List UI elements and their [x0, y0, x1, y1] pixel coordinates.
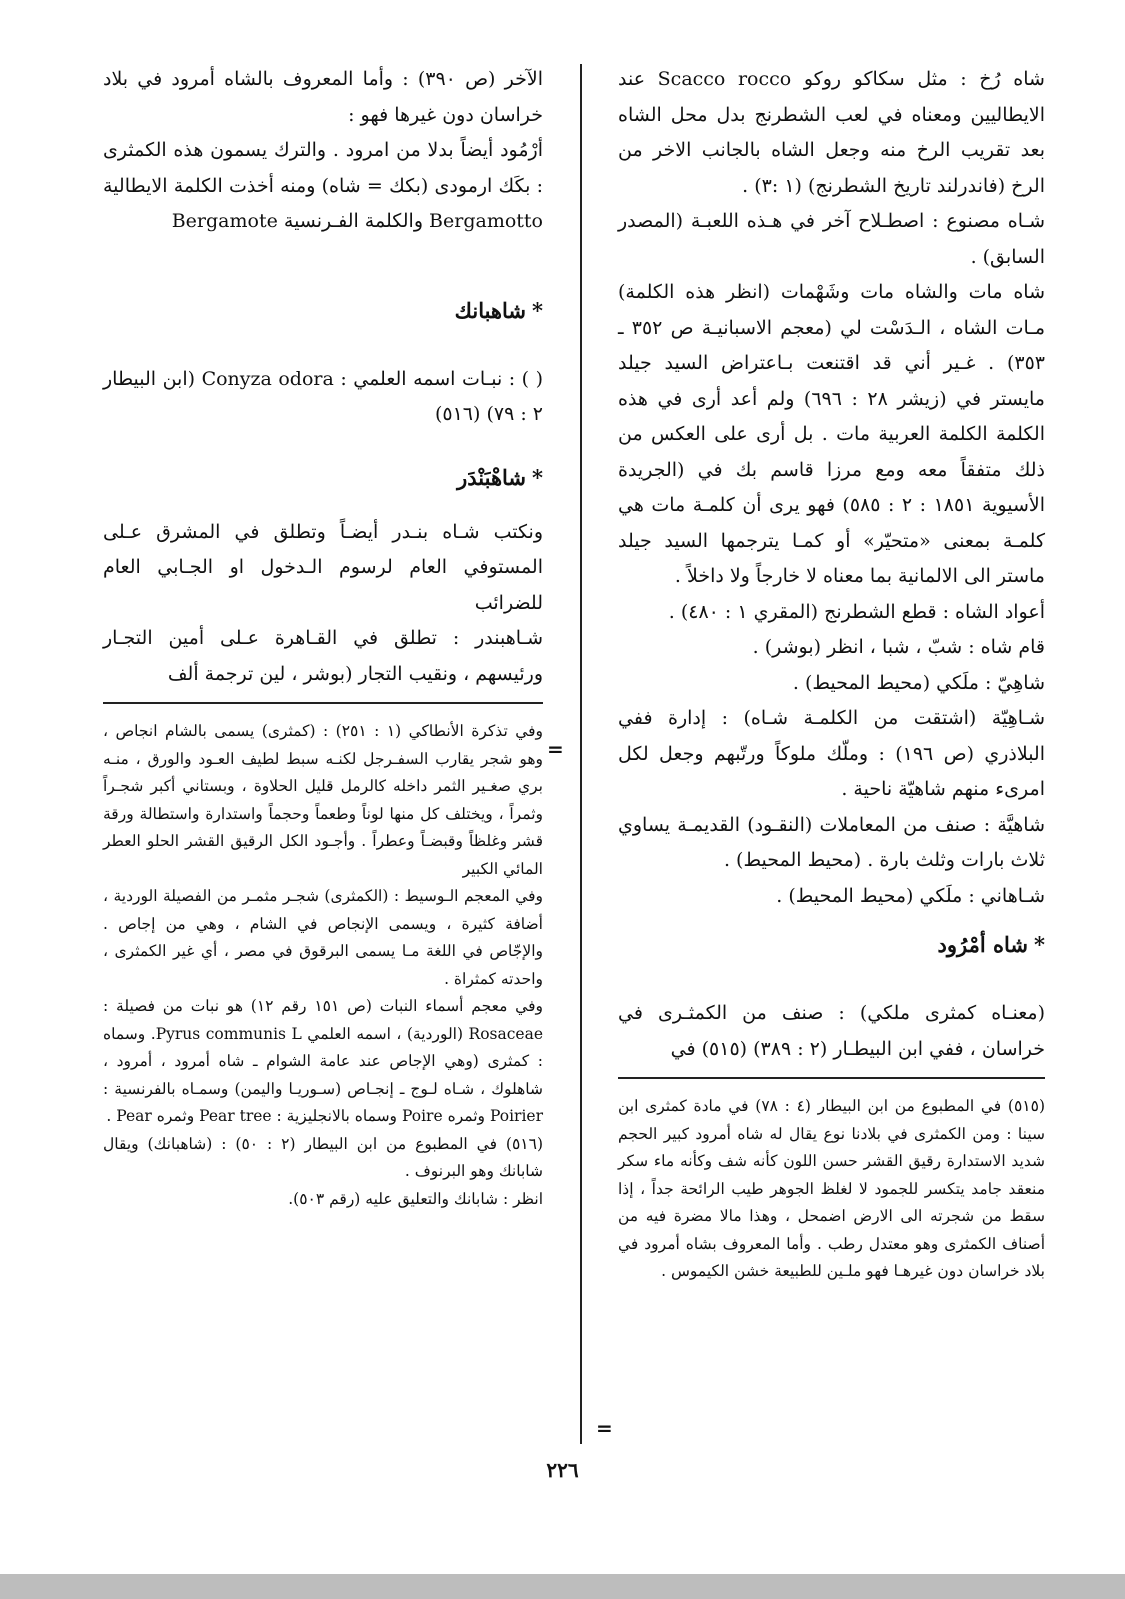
heading-star: * — [532, 297, 543, 323]
left-column — [103, 62, 543, 1213]
footnote-antaki: وفي تذكرة الأنطاكي (١ : ٢٥١) : (كمثرى) يسمى بالشام انجاص ، وهو شجر يقارب السفـرجل لكنـه سبط لطيف العـود والورق ، منـه بري صغـير الثمر داخله كالرمل قليل الحلاوة ، وبستاني أكبر شجـراً وثمراً ، ويختلف كل منها لوناً وطعماً وحجماً واستدارة واستطالة ورقة قشر وغلظاً وقبضـاً وعطراً . وأجـود الكل الرقيق القشر الحلو العطر المائي الكبير — [103, 722, 544, 878]
entry-shahbandar-cairo: شـاهبندر : تطلق في القـاهرة عـلى أمين التجـار ورئيسهم ، ونقيب التجار (بوشر ، لين ترجمة ألف — [103, 627, 543, 685]
footnote-divider — [103, 702, 543, 704]
right-column — [618, 62, 1045, 1286]
heading-shahbandar — [103, 461, 543, 495]
page-number: ٢٢٦ — [546, 1458, 579, 1482]
left-footnotes — [103, 718, 543, 1213]
entry-shah-mat: شاه مات والشاه مات وشَهْمات (انظر هذه الكلمة) مـات الشاه ، الـدَسْت لي (معجم الاسبانيـة ص ٣٥٢ ـ ٣٥٣) . غـير أني قد اقتنعت بـاعتراض السيد جيلد مايستر في (زيشر ٢٨ : ٦٩٦) ولم أعد أرى في هذه الكلمة الكلمة العربية مات . بل أرى على العكس من ذلك متفقاً معه ومع مرزا قاسم بك في (الجريدة الأسيوية ١٨٥١ : ٢ : ٥٨٥) فهو يرى أن كلمـة مات هي كلمـة بمعنى «متحيّر» أو كمـا يترجمها السيد جيلد ماستر الى الالمانية بما معناه لا خارجاً ولا داخلاً . — [618, 281, 1045, 587]
footnote-plant-names: وفي معجم أسماء النبات (ص ١٥١ رقم ١٢) هو نبات من فصيلة : Rosaceae (الوردية) ، اسمه العلمي Pyrus communis L. وسماه : كمثرى (وهي الإجاص عند عامة الشوام ـ شاه أمرود ، أمرود ، شاهلوك ، شـاه لـوج ـ إنجـاص (سـوريـا واليمن) وسمـاه بالفرنسية : Poirier وثمره Poire وسماه بالانجليزية : Pear tree وثمره Pear . — [103, 997, 543, 1125]
right-main-text — [618, 62, 1045, 1067]
entry-awwad-al-shah: أعواد الشاه : قطع الشطرنج (المقري ١ : ٤٨٠) . — [668, 600, 1045, 623]
right-footnotes — [618, 1093, 1045, 1286]
entry-shah-amrud: (معنـاه كمثرى ملكي) : صنف من الكمثـرى في خراسان ، ففي ابن البيطـار (٢ : ٣٨٩) (٥١٥) في — [618, 1002, 1045, 1060]
footnote-continuation-marker-left: = — [547, 737, 564, 761]
heading-shahbanak — [103, 294, 543, 328]
entry-armud: أرْمُود أيضاً بدلا من امرود . والترك يسمون هذه الكمثرى : بكَك ارمودى (بكك = شاه) ومنه أخذت الكلمة الايطالية Bergamotto والكلمة الفـرنسية Bergamote — [103, 139, 543, 232]
heading-star: * — [1034, 932, 1045, 957]
heading-text: شاهبانك — [454, 297, 527, 323]
entry-shahbanak: ( ) : نبـات اسمه العلمي : Conyza odora (ابن البيطار ٢ : ٧٩) (٥١٦) — [103, 367, 543, 425]
footnote-515: (٥١٥) في المطبوع من ابن البيطار (٤ : ٧٨) في مادة كمثرى ابن سينا : ومن الكمثرى في بلادنا نوع يقال له شاه أمرود كبير الحجم شديد الاستدارة رقيق القشر حسن اللون كأنه شف وكأنه ماء سكر منعقد جامد يتكسر للجمود لا لغلظ الجوهر طيب الرائحة جداً ، إذا سقط من شجرته الى الارض اضمحل ، وهذا مالا مضرة فيه من أصناف الكمثرى وهو معتدل رطب . وأما المعروف بشاه أمرود في بلاد خراسان دون غيرهـا فهو ملـين للطبيعة خشن الكيموس . — [618, 1097, 1045, 1280]
heading-text: شاهْبَنْدَر — [457, 464, 527, 490]
continuation-quote: الآخر (ص ٣٩٠) : وأما المعروف بالشاه أمرود في بلاد خراسان دون غيرها فهو : — [103, 68, 543, 126]
footnote-divider — [618, 1077, 1045, 1079]
left-main-text — [103, 62, 543, 692]
entry-shahani: شـاهاني : ملَكي (محيط المحيط) . — [776, 884, 1045, 907]
entry-shahiyya-administration: شـاهِيّة (اشتقت من الكلمـة شـاه) : إدارة ففي البلاذري (ص ١٩٦) : وملّك ملوكاً ورتّبهم وجعل لكل امرىء منهم شاهيّة ناحية . — [618, 707, 1046, 800]
column-divider — [580, 64, 582, 1444]
entry-shah-rukh: شاه رُخ : مثل سكاكو روكو Scacco rocco عند الايطاليين ومعناه في لعب الشطرنج بدل محل الشاه بعد تقريب الرخ منه وجعل الشاه بالجانب الاخر من الرخ (فاندرلند تاريخ الشطرنج) (١ :٣) . — [618, 68, 1045, 197]
entry-qam-shah: قام شاه : شبّ ، شبا ، انظر (بوشر) . — [752, 636, 1045, 658]
entry-shahbandar-general: ونكتب شـاه بنـدر أيضـاً وتطلق في المشرق عـلى المستوفي العام لرسوم الـدخول او الجـابي العام للضرائب — [103, 520, 543, 614]
entry-shahi: شاهِيّ : ملَكي (محيط المحيط) . — [792, 671, 1045, 694]
footnote-see-shabanak: انظر : شابانك والتعليق عليه (رقم ٥٠٣). — [288, 1189, 543, 1208]
heading-star: * — [532, 464, 543, 490]
footnote-wasit: وفي المعجم الـوسيط : (الكمثرى) شجـر مثمـر من الفصيلة الوردية ، أضافة كثيرة ، ويسمى الإنجاص في الشام ، وهي من إجاص . والإجّاص في اللغة مـا يسمى البرقوق في مصر ، أي غير الكمثرى ، واحدته كمثراة . — [103, 887, 543, 988]
entry-shah-masnu: شـاه مصنوع : اصطـلاح آخر في هـذه اللعبـة (المصدر السابق) . — [618, 210, 1045, 268]
entry-shahiyya-coin: شاهيَّة : صنف من المعاملات (النقـود) القديمـة يساوي ثلاث بارات وثلث بارة . (محيط المحيط) . — [618, 813, 1045, 871]
footnote-continuation-marker: = — [596, 1416, 613, 1440]
heading-shah-amrud — [618, 928, 1045, 962]
footnote-516: (٥١٦) في المطبوع من ابن البيطار (٢ : ٥٠) : (شاهبانك) ويقال شابانك وهو البرنوف . — [103, 1134, 543, 1180]
heading-text: شاه أمْرُود — [937, 932, 1029, 957]
scan-bottom-band — [0, 1574, 1125, 1599]
